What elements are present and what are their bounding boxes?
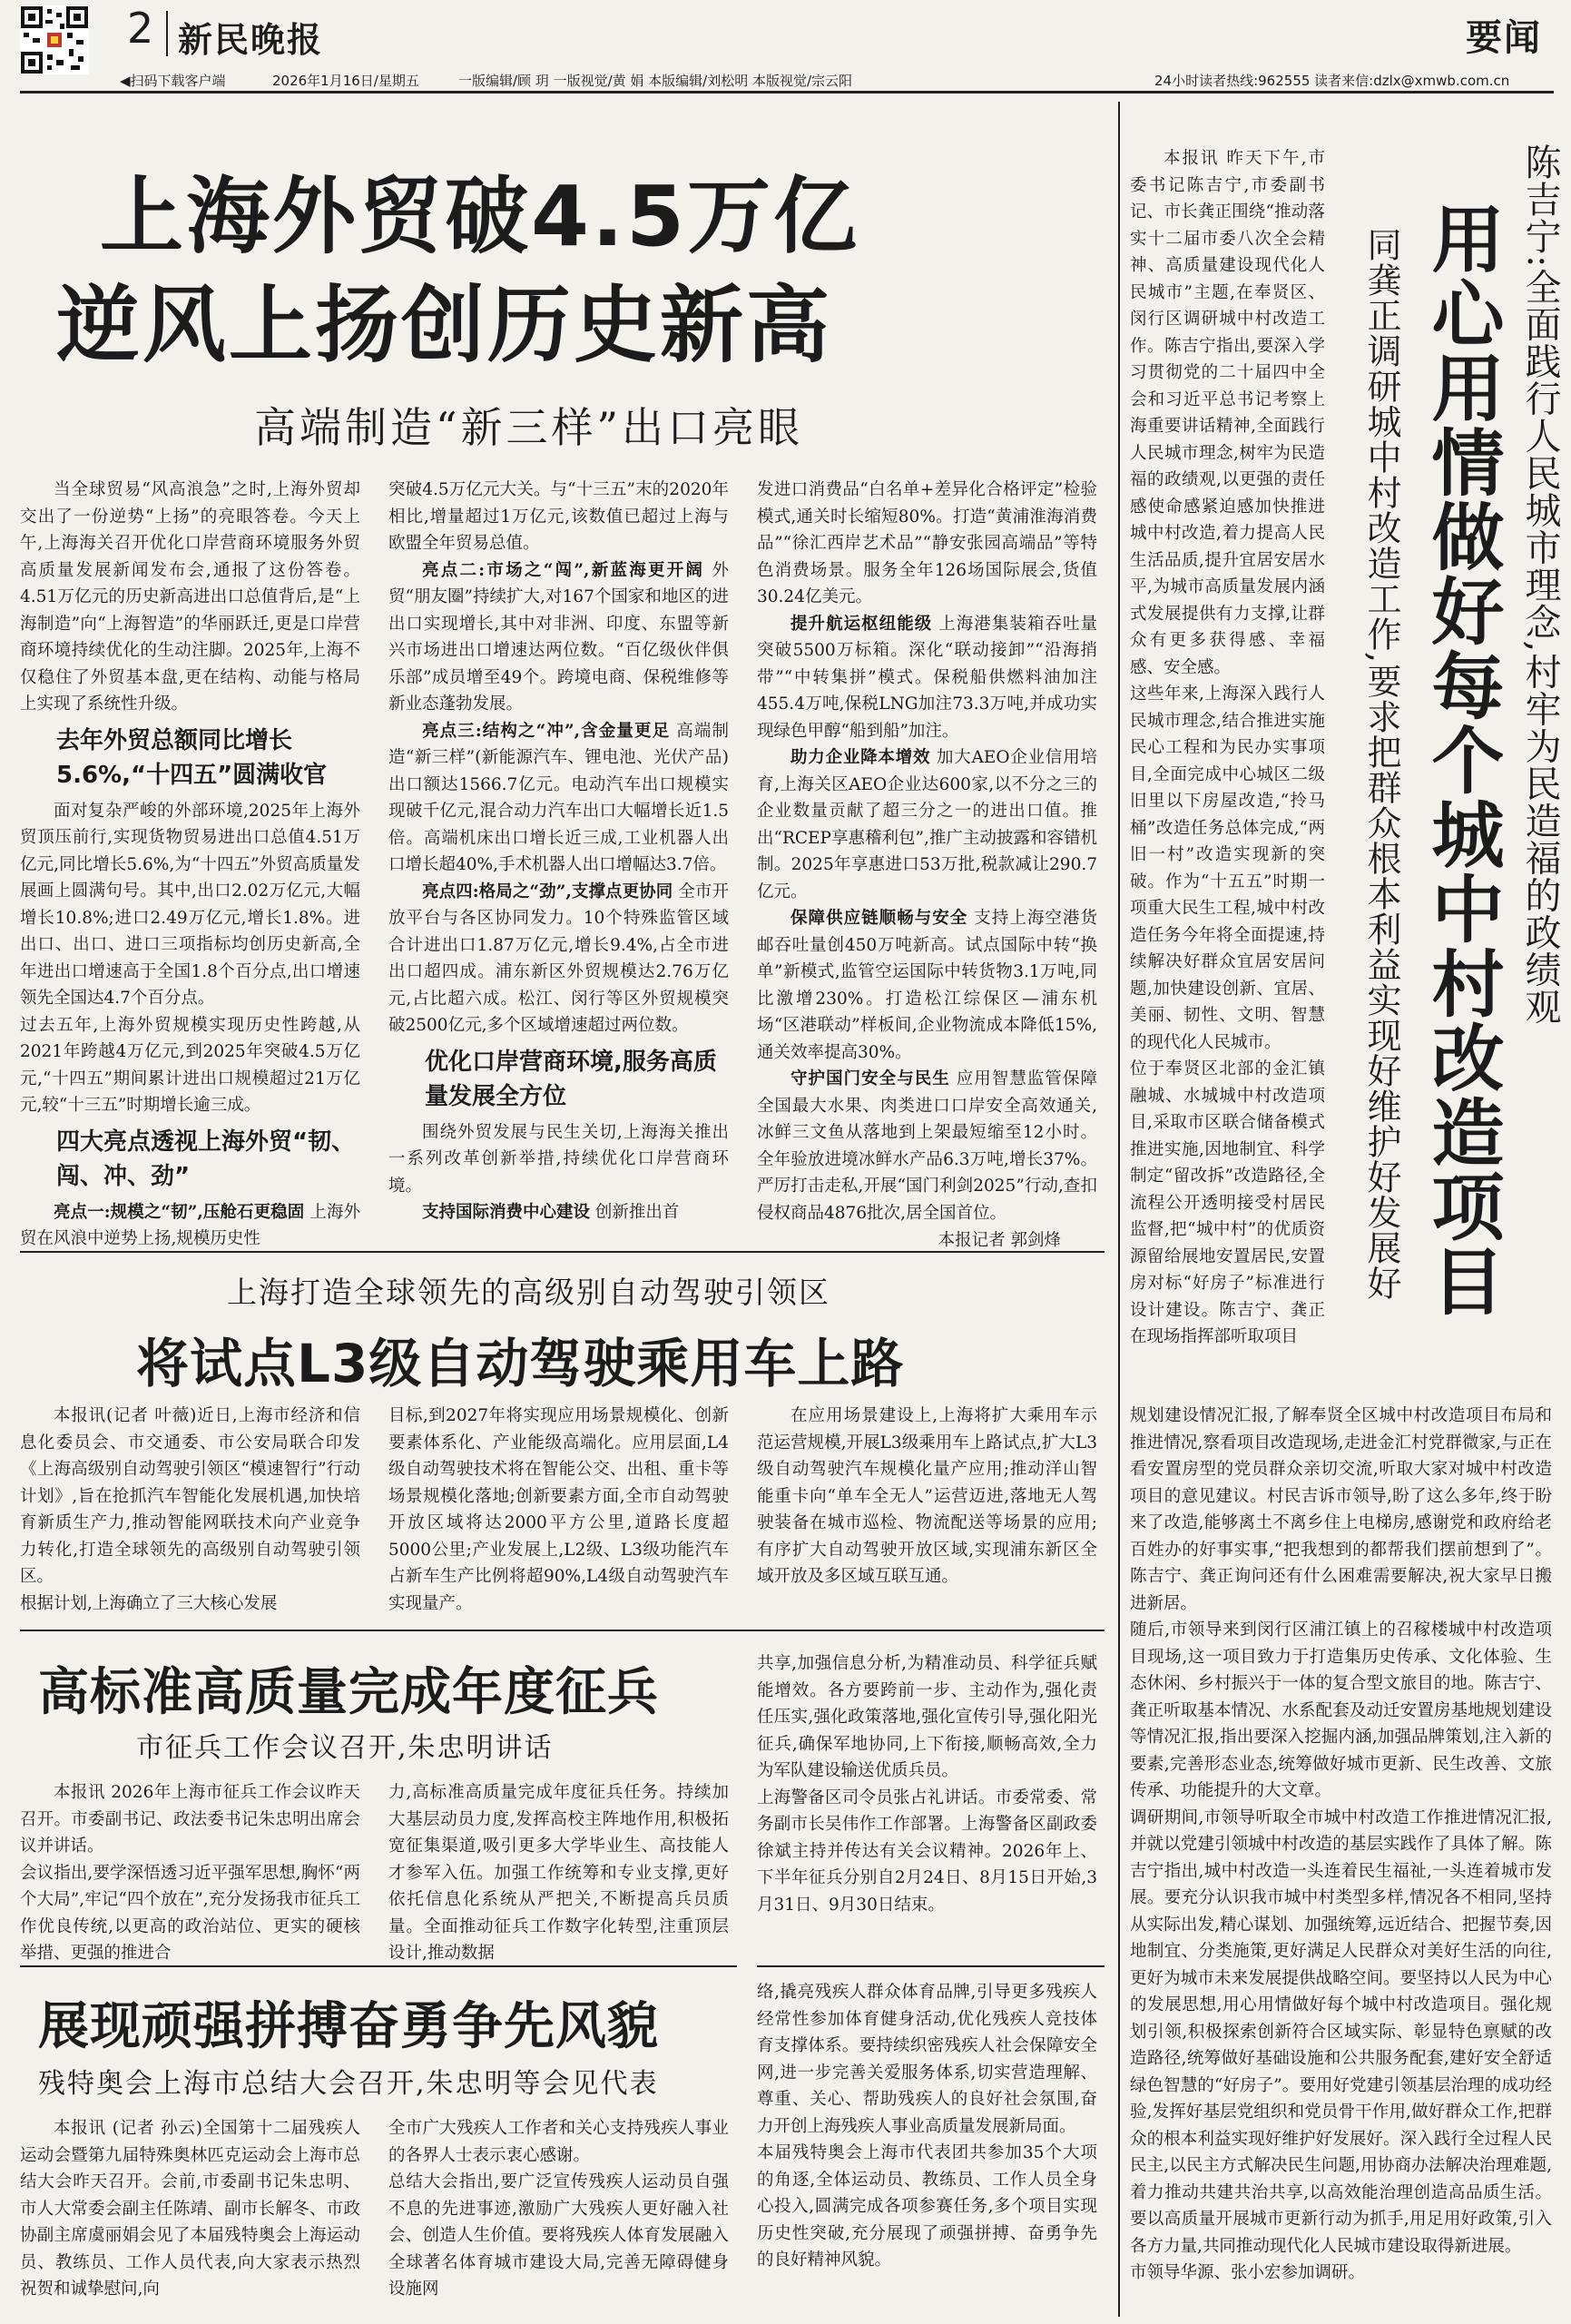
article2-col3: 在应用场景建设上,上海将扩大乘用车示范运营规模,开展L3级乘用车上路试点,扩大L3级自动驾驶汽车规模化量产应用;推动洋山智能重卡向“单车全无人”运营迈进,落地无人驾驶装备在城市巡检、物流配送等场景的应用;有序扩大自动驾驶开放区域,实现浦东新区全域开放及多区域互联互通。 bbox=[757, 1406, 1097, 1586]
paragraph-lead: 助力企业降本增效 bbox=[790, 748, 931, 767]
article1-paragraph: 当全球贸易“风高浪急”之时,上海外贸却交出了一份逆势“上扬”的亮眼答卷。今天上午,上海海关召开优化口岸营商环境服务外贸高质量发展新闻发布会,通报了这份答卷。4.51万亿元的历史新高进出口总值背后,是“上海制造”向“上海智造”的华丽跃迁,更是口岸营商环境持续优化的生动注脚。2025年,上海不仅稳住了外贸基本盘,更在结构、动能与格局上实现了系统性升级。 bbox=[20, 480, 360, 714]
article4-subtitle: 残特奥会上海市总结大会召开,朱忠明等会见代表 bbox=[38, 2068, 659, 2100]
article1-paragraph: 面对复杂严峻的外部环境,2025年上海外贸顶压前行,实现货物贸易进出口总值4.51万亿元,同比增长5.6%,为“十四五”外贸高质量发展画上圆满句号。其中,出口2.02万亿元,大幅增长10.8%;进口2.49万亿元,增长1.8%。进出口、出口、进口三项指标均创历史新高,全年进出口增速高于全国1.8个百分点,出口增速领先全国达4.7个百分点。 过去五年,上海外贸规模实现历史性跨越,从2021年跨越4万亿元,到2025年突破4.5万亿元,“十四五”期间累计进出口规模超过21万亿元,较“十三五”时期增长逾三成。 bbox=[20, 801, 360, 1115]
paragraph-text: 上海港集装箱吞吐量突破5500万标箱。深化“联动接卸”“沿海捎带”“中转集拼”模式。保税船供燃料油加注455.4万吨,保税LNG加注73.3万吨,并成功实现绿色甲醇“船到船”加注。 bbox=[757, 614, 1097, 741]
paragraph-text: 高端制造“新三样”(新能源汽车、锂电池、光伏产品)出口额达1566.7亿元。电动汽车出口规模实现破千亿元,混合动力汽车出口大幅增长近1.5倍。高端机床出口增长近三成,工业机器人出口增长超40%,手术机器人出口增幅达3.7倍。 bbox=[388, 721, 729, 874]
article5-subtitle: 同龚正调研城中村改造工作,要求把群众根本利益实现好维护好发展好 bbox=[1361, 227, 1401, 1302]
article1-paragraph bbox=[20, 1199, 360, 1253]
section-rule bbox=[20, 1630, 1105, 1631]
paragraph-text: 创新推出首 bbox=[594, 1203, 680, 1222]
article1-title-line2: 逆风上扬创历史新高 bbox=[56, 277, 833, 374]
paragraph-lead: 亮点一:规模之“韧”,压舱石更稳固 bbox=[54, 1202, 305, 1222]
section-rule bbox=[757, 1965, 1105, 1967]
article1-byline: 本报记者 郭剑烽 bbox=[938, 1231, 1061, 1250]
paragraph-lead: 亮点四:格局之“劲”,支撑点更协同 bbox=[422, 881, 673, 901]
article5-title: 用心用情做好每个城中村改造项目 bbox=[1419, 202, 1504, 1318]
section-rule bbox=[20, 1251, 1105, 1253]
article1-paragraph bbox=[388, 557, 729, 718]
paragraph-text: 支持上海空港货邮吞吐量创450万吨新高。试点国际中转“换单”新模式,监管空运国际中转货物3.1万吨,同比激增230%。打造松江综保区—浦东机场“区港联动”样板间,企业物流成本降低15%,通关效率提高30%。 bbox=[757, 909, 1097, 1062]
paragraph-text: 应用智慧监管保障全国最大水果、肉类进口口岸安全高效通关,冰鲜三文鱼从落地到上架最短缩至12小时。全年验放进境冰鲜水产品6.3万吨,增长37%。严厉打击走私,开展“国门利剑2025”行动,查扣侵权商品4876批次,居全国首位。 bbox=[757, 1069, 1097, 1223]
article1-subheading: 优化口岸营商环境,服务高质量发展全方位 bbox=[425, 1048, 717, 1110]
paragraph-lead: 亮点三:结构之“冲”,含金量更足 bbox=[422, 721, 671, 741]
article3-subtitle: 市征兵工作会议召开,朱忠明讲话 bbox=[136, 1732, 554, 1764]
article4-col2: 全市广大残疾人工作者和关心支持残疾人事业的各界人士表示衷心感谢。 总结大会指出,要广泛宣传残疾人运动员自强不息的先进事迹,激励广大残疾人更好融入社会、创造人生价值。要将残疾人体育发展融入全球著名体育城市建设大局,完善无障碍健身设施网 bbox=[388, 2119, 729, 2299]
section-label: 要闻 bbox=[1466, 17, 1542, 59]
article1-subheading: 四大亮点透视上海外贸“韧、闯、冲、劲” bbox=[56, 1128, 356, 1190]
article1-paragraph: 发进口消费品“白名单+差异化合格评定”检验模式,通关时长缩短80%。打造“黄浦淮海消费品”“徐汇西岸艺术品”“静安张园高端品”等特色消费场景。服务全年126场国际展会,货值30.24亿美元。 bbox=[757, 480, 1097, 606]
qr-code-icon[interactable] bbox=[20, 5, 89, 74]
article1-paragraph: 突破4.5万亿元大关。与“十三五”末的2020年相比,增量超过1万亿元,该数值已超过上海与欧盟全年贸易总值。 bbox=[388, 480, 729, 553]
article1-paragraph bbox=[757, 611, 1097, 745]
paragraph-lead: 提升航运枢纽能级 bbox=[790, 614, 933, 634]
section-rule bbox=[20, 1965, 737, 1967]
paper-name: 新民晚报 bbox=[178, 19, 324, 60]
article1-paragraph: 围绕外贸发展与民生关切,上海海关推出一系列改革创新举措,持续优化口岸营商环境。 bbox=[388, 1122, 729, 1196]
paragraph-lead: 支持国际消费中心建设 bbox=[422, 1203, 591, 1222]
paragraph-text: 外贸“朋友圈”持续扩大,对167个国家和地区的进出口实现增长,其中对非洲、印度、东盟等新兴市场进出口增速达两位数。“百亿级伙伴俱乐部”成员增至49个。跨境电商、保税维修等新业态蓬勃发展。 bbox=[388, 560, 729, 714]
paragraph-lead: 保障供应链顺畅与安全 bbox=[790, 909, 968, 928]
article2-title: 将试点L3级自动驾驶乘用车上路 bbox=[136, 1333, 905, 1394]
qr-caption: ◀扫码下载客户端 bbox=[120, 73, 226, 89]
article4-title: 展现顽强拼搏奋勇争先风貌 bbox=[38, 1996, 659, 2056]
article1-paragraph bbox=[757, 905, 1097, 1066]
paragraph-lead: 亮点二:市场之“闯”,新蓝海更开阔 bbox=[422, 560, 705, 580]
masthead bbox=[0, 0, 1571, 95]
article4-col3: 络,撬亮残疾人群众体育品牌,引导更多残疾人经常性参加体育健身活动,优化残疾人竞技体育支撑体系。要持续织密残疾人社会保障安全网,进一步完善关爱服务体系,切实营造理解、尊重、关心、帮助残疾人的良好社会氛围,奋力开创上海残疾人事业高质量发展新局面。 本届残特奥会上海市代表团共参加35个大项的角逐,全体运动员、教练员、工作人员全身心投入,圆满完成各项参赛任务,多个项目实现历史性突破,充分展现了顽强拼搏、奋勇争先的良好精神风貌。 bbox=[757, 1983, 1097, 2270]
issue-date: 2026年1月16日/星期五 bbox=[272, 73, 419, 89]
article3-col1: 本报讯 2026年上海市征兵工作会议昨天召开。市委副书记、政法委书记朱忠明出席会议并讲话。 会议指出,要学深悟透习近平强军思想,胸怀“两个大局”,牢记“四个放在”,充分发扬我市征兵工作优良传统,以更高的政治站位、更实的硬核举措、更强的推进合 bbox=[20, 1783, 360, 1963]
article4-col1: 本报讯 (记者 孙云)全国第十二届残疾人运动会暨第九届特殊奥林匹克运动会上海市总结大会昨天召开。会前,市委副书记朱忠明、市人大常委会副主任陈靖、副市长解冬、市政协副主席虞丽娟会见了本届残特奥会上海运动员、教练员、工作人员代表,向大家表示热烈祝贺和诚挚慰问,向 bbox=[20, 2119, 360, 2299]
article3-col2: 力,高标准高质量完成年度征兵任务。持续加大基层动员力度,发挥高校主阵地作用,积极拓宽征集渠道,吸引更多大学毕业生、高技能人才参军入伍。加强工作统筹和专业支撑,更好依托信息化系统从严把关,不断提高兵员质量。全面推动征兵工作数字化转型,注重顶层设计,推动数据 bbox=[388, 1783, 729, 1963]
article5-wide-col: 规划建设情况汇报,了解奉贤全区城中村改造项目布局和推进情况,察看项目改造现场,走进金汇村党群微家,与正在看安置房型的党员群众亲切交流,听取大家对城中村改造项目的意见建议。村民吉诉市领导,盼了这么多年,终于盼来了改造,能够离土不离乡住上电梯房,感谢党和政府给老百姓办的好事实事,“把我想到的都帮我们摆前想到了”。陈吉宁、龚正询问还有什么困难需要解决,祝大家早日搬进新居。 随后,市领导来到闵行区浦江镇上的召稼楼城中村改造项目现场,这一项目致力于打造集历史传承、文化体验、生态休闲、乡村振兴于一体的复合型文旅目的地。陈吉宁、龚正听取基本情况、水系配套及动迁安置房基地规划建设等情况汇报,指出要深入挖掘内涵,加强品牌策划,注入新的要素,完善形态业态,统筹做好城市更新、民生改善、文旅传承、功能提升的大文章。 调研期间,市领导听取全市城中村改造工作推进情况汇报,并就以党建引领城中村改造的基层实践作了具体了解。陈吉宁指出,城中村改造一头连着民生福祉,一头连着城市发展。要充分认识我市城中村类型多样,情况各不相同,坚持从实际出发,精心谋划、加强统筹,远近结合、把握节奏,因地制宜、分类施策,更好满足人民群众对美好生活的向往,更好为城市未来发展提供战略空间。要坚持以人民为中心的发展思想,用心用情做好每个城中村改造项目。强化规划引领,积极探索创新符合区域实际、彰显特色禀赋的改造路径,统筹做好基础设施和公共服务配套,建好安全舒适绿色智慧的“好房子”。要用好党建引领基层治理的成功经验,发挥好基层党组织和党员骨干作用,做好群众工作,把群众的根本利益实现好维护好发展好。深入践行全过程人民民主,以民主方式解决民生问题,用协商办法解决治理难题,着力推动共建共治共享,以高效能治理创造高品质生活。要以高质量开展城市更新行动为抓手,用足用好政策,引入各方力量,共同推动现代化人民城市建设取得新进展。 市领导华源、张小宏参加调研。 bbox=[1130, 1406, 1552, 2282]
column-rule bbox=[1118, 102, 1120, 2317]
article2-col2: 目标,到2027年将实现应用场景规模化、创新要素体系化、产业能级高端化。应用层面,L4级自动驾驶技术将在智能公交、出租、重卡等场景规模化落地;创新要素方面,全市自动驾驶开放区域将达2000平方公里,道路长度超5000公里;产业发展上,L2级、L3级功能汽车占新车生产比例将超90%,L4级自动驾驶汽车实现量产。 bbox=[388, 1406, 729, 1613]
paragraph-text: 上海外贸在风浪中逆势上扬,规模历史性 bbox=[20, 1202, 360, 1248]
article1-subtitle: 高端制造“新三样”出口亮眼 bbox=[254, 403, 804, 452]
paragraph-text: 全市开放平台与各区协同发力。10个特殊监管区域合计进出口1.87万亿元,增长9.4%,占全市进出口超四成。浦东新区外贸规模达2.76万亿元,占比超六成。松江、闵行等区外贸规模突破2500亿元,多个区域增速超过两位数。 bbox=[388, 881, 729, 1035]
article5-narrow-col: 本报讯 昨天下午,市委书记陈吉宁,市委副书记、市长龚正围绕“推动落实十二届市委八次全会精神、高质量建设现代化人民城市”主题,在奉贤区、闵行区调研城中村改造工作。陈吉宁指出,要深入学习贯彻党的二十届四中全会和习近平总书记考察上海重要讲话精神,全面践行人民城市理念,树牢为民造福的政绩观,以更强的责任感使命感紧迫感加快推进城中村改造,着力提高人民生活品质,提升宜居安居水平,为城市高质量发展内涵式发展提供有力支撑,让群众有更多获得感、幸福感、安全感。 这些年来,上海深入践行人民城市理念,结合推进实施民心工程和为民办实事项目,全面完成中心城区二级旧里以下房屋改造,“拎马桶”改造任务总体完成,“两旧一村”改造实现新的突破。作为“十五五”时期一项重大民生工程,城中村改造任务今年将全面提速,持续解决好群众宜居安居问题,加快建设创新、宜居、美丽、韧性、文明、智慧的现代化人民城市。 位于奉贤区北部的金汇镇融城、水城城中村改造项目,采取市区联合储备模式推进实施,因地制宜、科学制定“留改拆”改造路径,全流程公开透明接受村居民监督,把“城中村”的优质资源留给展地安置居民,安置房对标“好房子”标准进行设计建设。陈吉宁、龚正在现场指挥部听取项目 bbox=[1130, 149, 1325, 1346]
article1-paragraph bbox=[388, 1199, 729, 1226]
article1-col1 bbox=[20, 477, 360, 1253]
paragraph-text: 加大AEO企业信用培育,上海关区AEO企业达600家,以不分之三的企业数量贡献了超三分之一的进出口值。推出“RCEP享惠稽利包”,推广主动披露和容错机制。2025年享惠进口53万批,税款减让290.7亿元。 bbox=[757, 748, 1097, 901]
article1-paragraph bbox=[757, 744, 1097, 905]
article2-col1: 本报讯(记者 叶薇)近日,上海市经济和信息化委员会、市交通委、市公安局联合印发《上海高级别自动驾驶引领区“模速智行”行动计划》,旨在抢抓汽车智能化发展机遇,加快培育新质生产力,推动智能网联技术向产业竞争力转化,打造全球领先的高级别自动驾驶引领区。 根据计划,上海确立了三大核心发展 bbox=[20, 1406, 360, 1613]
article3-col3: 共享,加强信息分析,为精准动员、科学征兵赋能增效。各方要跨前一步、主动作为,强化责任压实,强化政策落地,强化宣传引导,强化阳光征兵,确保军地协同,上下衔接,顺畅高效,全力为军队建设输送优质兵员。 上海警备区司令员张占礼讲话。市委常委、常务副市长吴伟作工作部署。上海警备区副政委徐斌主持并传达有关会议精神。2026年上、下半年征兵分别自2月24日、8月15日开始,3月31日、9月30日结束。 bbox=[757, 1654, 1097, 1915]
masthead-divider bbox=[166, 11, 168, 56]
article3-title: 高标准高质量完成年度征兵 bbox=[38, 1662, 659, 1722]
article1-paragraph bbox=[757, 1066, 1097, 1226]
article1-paragraph bbox=[388, 718, 729, 879]
article2-kicker: 上海打造全球领先的高级别自动驾驶引领区 bbox=[227, 1275, 830, 1310]
editors-line: 一版编辑/顾 玥 一版视觉/黄 娟 本版编辑/刘松明 本版视觉/宗云阳 bbox=[458, 73, 853, 89]
article5-kicker: 陈吉宁:全面践行人民城市理念,村牢为民造福的政绩观 bbox=[1519, 143, 1561, 1026]
reader-hotline: 24小时读者热线:962555 读者来信:dzlx@xmwb.com.cn bbox=[1154, 73, 1510, 89]
masthead-rule bbox=[20, 91, 1554, 94]
article1-paragraph bbox=[388, 879, 729, 1039]
paragraph-lead: 守护国门安全与民生 bbox=[790, 1069, 950, 1088]
article1-col3 bbox=[757, 477, 1097, 1256]
article1-title-line1: 上海外贸破4.5万亿 bbox=[100, 168, 859, 265]
article1-col2 bbox=[388, 477, 729, 1226]
article1-subheading: 去年外贸总额同比增长5.6%,“十四五”圆满收官 bbox=[56, 726, 328, 789]
page-number: 2 bbox=[127, 4, 154, 53]
